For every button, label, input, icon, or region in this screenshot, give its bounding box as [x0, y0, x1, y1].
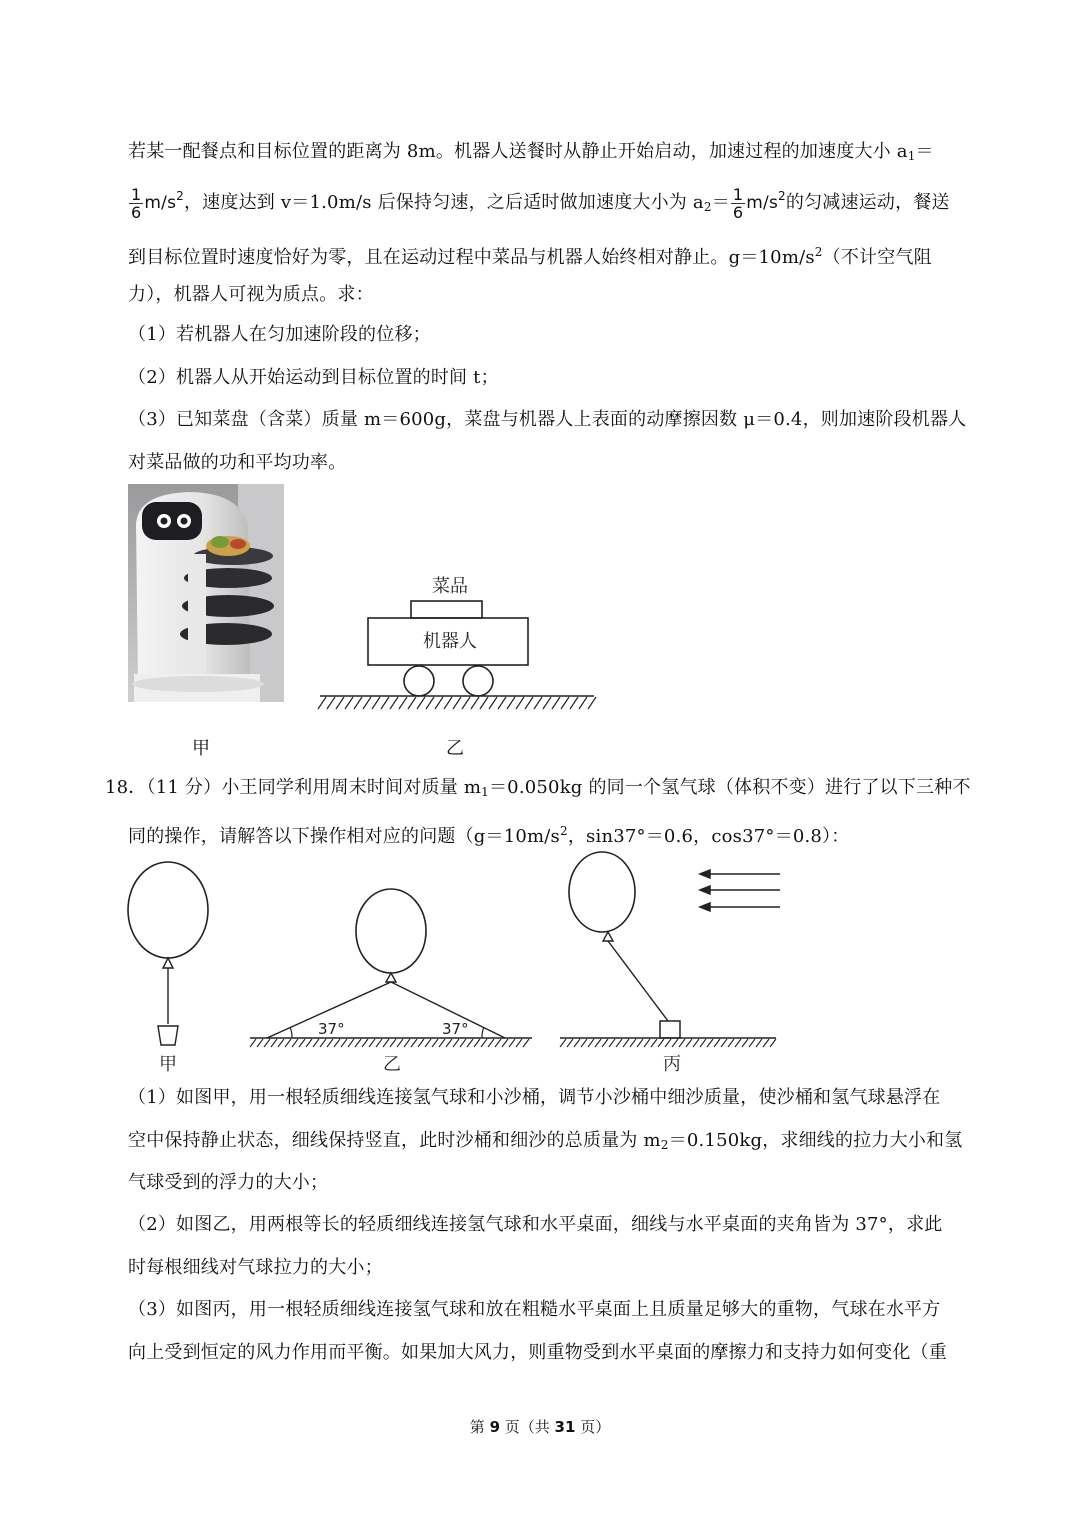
balloon-diagram — [120, 848, 790, 1078]
fig-bing-balloon-wind — [560, 852, 780, 1047]
p18-part-1c: 气球受到的浮力的大小； — [128, 1172, 329, 1193]
p17-line-3: 到目标位置时速度恰好为零，且在运动过程中菜品与机器人始终相对静止。$g=10m/s^2$（不计空气阻 — [128, 245, 932, 268]
p17-line-4: 力），机器人可视为质点。求： — [128, 284, 374, 305]
wind-arrows — [700, 870, 780, 911]
p18-part-3a: （3）如图丙，用一根轻质细线连接氢气球和放在粗糙水平桌面上且质量足够大的重物，气球在水平方 — [128, 1299, 941, 1320]
ground-hatching — [318, 697, 596, 709]
p18-part-1b: 空中保持静止状态，细线保持竖直，此时沙桶和细沙的总质量为 $m_2=0.150kg$，求细线的拉力大小和氢 — [128, 1130, 963, 1152]
unit-a1: $m/s^2$ — [144, 189, 184, 213]
dish-label: 菜品 — [432, 576, 468, 597]
fraction-a1: $\frac{1}{6}$ — [131, 184, 142, 222]
p18-line-2: 同的操作，请解答以下操作相对应的问题（$g=10m/s^2$，sin37°＝0.6，cos37°＝0.8）： — [128, 824, 850, 847]
p18-part-3b: 向上受到恒定的风力作用而平衡。如果加大风力，则重物受到水平桌面的摩擦力和支持力如何变化（重 — [128, 1342, 947, 1363]
fraction-a2: $\frac{1}{6}$ — [732, 184, 744, 222]
fig-jia-label: 甲 — [159, 1054, 177, 1075]
page-number: 9 — [489, 1418, 500, 1436]
p17-line-2: $\frac{1}{6}$ $m/s^2$，速度达到 v＝1.0m/s 后保持匀速，之后适时做加速度大小为 $a_2=$ $\frac{1}{6}$ $m/s^2$的匀减速运动，餐送 — [131, 184, 950, 222]
wheel-right — [463, 666, 493, 696]
robot-label: 机器人 — [423, 631, 477, 652]
unit-a2: $m/s^2$ — [746, 189, 786, 213]
p18-part-1a: （1）如图甲，用一根轻质细线连接氢气球和小沙桶，调节小沙桶中细沙质量，使沙桶和氢气球悬浮在 — [128, 1087, 941, 1108]
fig-yi-balloon-two-strings — [250, 889, 532, 1047]
p18-part-2b: 时每根细线对气球拉力的大小； — [128, 1257, 383, 1278]
fig-bing-label: 丙 — [663, 1054, 681, 1075]
fig17-label-yi: 乙 — [446, 738, 465, 759]
p17-line-1: 若某一配餐点和目标位置的距离为 8m。机器人送餐时从静止开始启动，加速过程的加速度大小 $a_1=$ — [128, 141, 934, 163]
page-total: 31 — [554, 1418, 576, 1436]
robot-diagram — [312, 570, 598, 712]
p18-line-1: 18．（11 分）小王同学利用周末时间对质量 $m_1=0.050kg$ 的同一个氢气球（体积不变）进行了以下三种不 — [105, 777, 971, 799]
dish-box — [411, 601, 482, 618]
p17-question-1: （1）若机器人在匀加速阶段的位移； — [128, 324, 431, 345]
fig-yi-label: 乙 — [383, 1054, 401, 1075]
p17-question-2: （2）机器人从开始运动到目标位置的时间 t； — [128, 367, 499, 388]
angle-right-label: 37° — [442, 1020, 469, 1038]
p17-question-3-cont: 对菜品做的功和平均功率。 — [128, 452, 347, 473]
angle-left-label: 37° — [318, 1020, 345, 1038]
fig-jia-balloon-bucket — [128, 862, 208, 1045]
robot-photo — [128, 484, 284, 702]
p17-question-3: （3）已知菜盘（含菜）质量 m＝600g，菜盘与机器人上表面的动摩擦因数 μ＝0.4，则加速阶段机器人 — [128, 409, 967, 430]
wheel-left — [404, 666, 434, 696]
p18-part-2a: （2）如图乙，用两根等长的轻质细线连接氢气球和水平桌面，细线与水平桌面的夹角皆为 37°，求此 — [128, 1214, 943, 1235]
fig17-label-jia: 甲 — [192, 738, 211, 759]
page-footer: 第 9 页（共 31 页） — [469, 1418, 611, 1436]
